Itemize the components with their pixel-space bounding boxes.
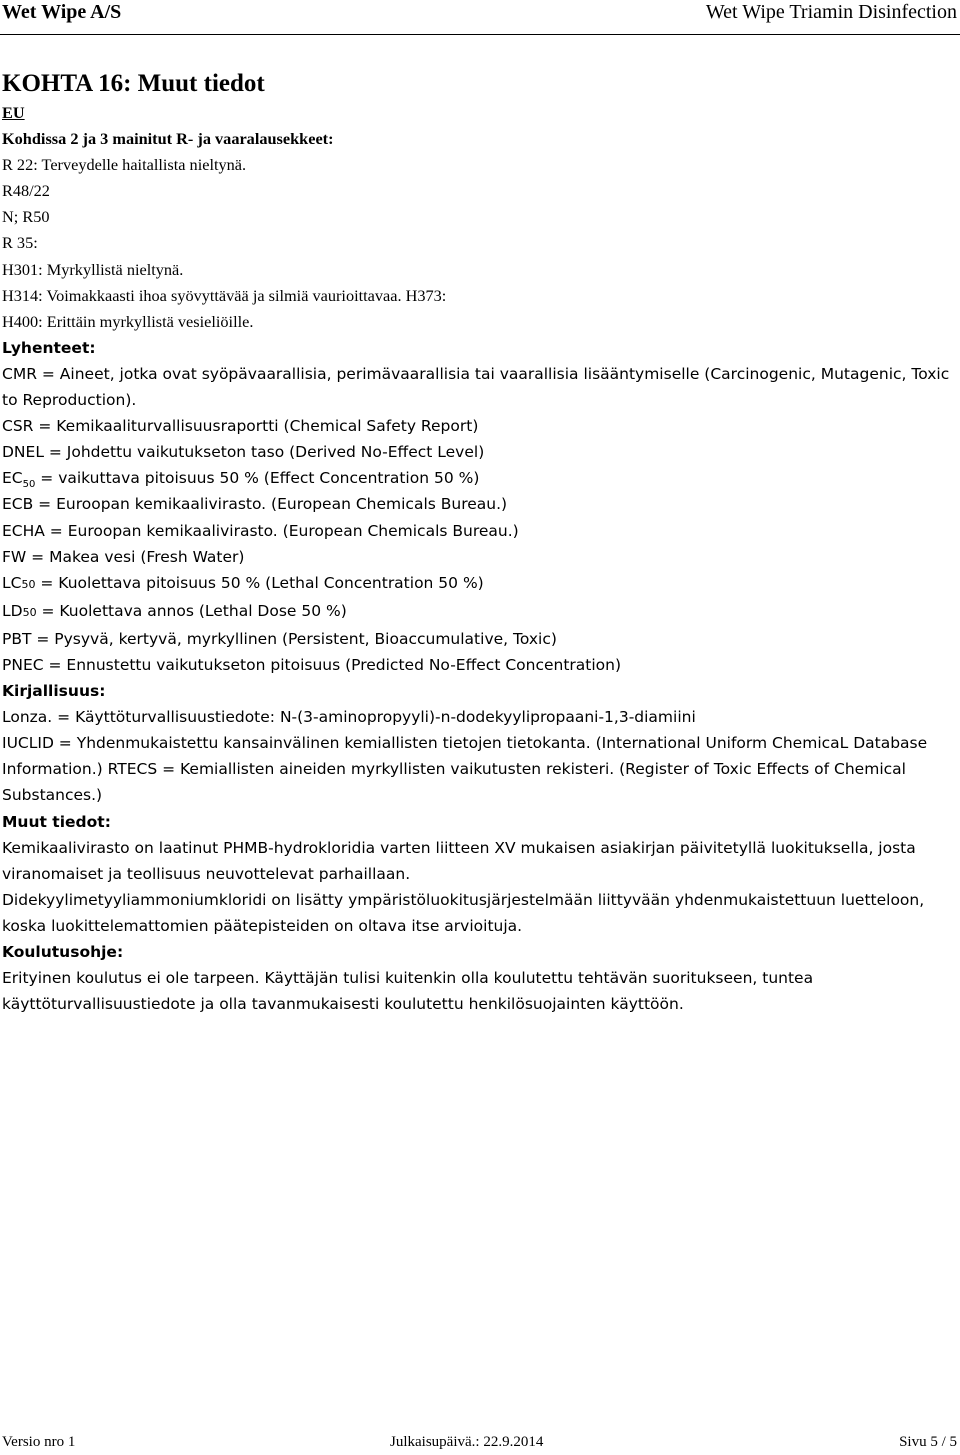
- phrase-item: N; R50: [2, 207, 50, 227]
- abbrev-echa: ECHA = Euroopan kemikaalivirasto. (European Chemicals Bureau.): [2, 521, 519, 540]
- abbrev-dnel: DNEL = Johdettu vaikutukseton taso (Derived No-Effect Level): [2, 443, 485, 462]
- literature-item: Lonza. = Käyttöturvallisuustiedote: N-(3-aminopropyyli)-n-dodekyylipropaani-1,3-diamiini: [2, 708, 696, 727]
- abbrev-ld50: LD50 = Kuolettava annos (Lethal Dose 50 %): [2, 601, 347, 620]
- abbrev-lc50: LC50 = Kuolettava pitoisuus 50 % (Lethal Concentration 50 %): [2, 573, 484, 592]
- page-footer: [0, 1432, 960, 1454]
- phrases-heading: Kohdissa 2 ja 3 mainitut R- ja vaaralausekkeet:: [2, 129, 334, 149]
- product-name: Wet Wipe Triamin Disinfection: [705, 1, 957, 23]
- phrase-item: H301: Myrkyllistä nieltynä.: [2, 259, 184, 279]
- abbrev-ecb: ECB = Euroopan kemikaalivirasto. (European Chemicals Bureau.): [2, 495, 508, 514]
- abbrev-pnec: PNEC = Ennustettu vaikutukseton pitoisuus (Predicted No-Effect Concentration): [2, 655, 622, 674]
- page-number: Sivu 5 / 5: [899, 1434, 957, 1450]
- other-info-heading: Muut tiedot:: [2, 812, 111, 831]
- document-body: [2, 68, 956, 1017]
- section-title: KOHTA 16: Muut tiedot: [2, 70, 265, 97]
- phrase-item: R 22: Terveydelle haitallista nieltynä.: [2, 155, 247, 175]
- other-info-item: Kemikaalivirasto on laatinut PHMB-hydrokloridia varten liitteen XV mukaisen asiakirjan päivitetyllä luokituksella, josta viranomaiset ja teollisuus neuvottelevat parhaillaan.: [2, 838, 916, 883]
- abbrev-csr: CSR = Kemikaaliturvallisuusraportti (Chemical Safety Report): [2, 417, 479, 436]
- company-name: Wet Wipe A/S: [2, 1, 122, 23]
- phrase-item: R48/22: [2, 181, 50, 201]
- literature-heading: Kirjallisuus:: [2, 682, 106, 701]
- abbreviations-heading: Lyhenteet:: [2, 338, 96, 357]
- training-text: Erityinen koulutus ei ole tarpeen. Käyttäjän tulisi kuitenkin olla koulutettu tehtävän suoritukseen, tuntea käyttöturvallisuustiedote ja olla tavanmukaisesti koulutettu henkilösuojainten käyttöön.: [2, 969, 814, 1014]
- phrase-item: H314: Voimakkaasti ihoa syövyttävää ja silmiä vaurioittavaa. H373:: [2, 285, 447, 305]
- phrase-item: H400: Erittäin myrkyllistä vesieliöille.: [2, 311, 254, 331]
- version-number: Versio nro 1: [2, 1434, 76, 1450]
- phrase-item: R 35:: [2, 233, 38, 253]
- abbrev-pbt: PBT = Pysyvä, kertyvä, myrkyllinen (Persistent, Bioaccumulative, Toxic): [2, 629, 557, 648]
- region-label: EU: [2, 103, 25, 122]
- other-info-item: Didekyylimetyyliammoniumkloridi on lisätty ympäristöluokitusjärjestelmään liittyvään yhdenmukaistettuun luetteloon, koska luokittelemattomien päätepisteiden on oltava itse arvioituja.: [2, 890, 925, 935]
- abbrev-cmr: CMR = Aineet, jotka ovat syöpävaarallisia, perimävaarallisia tai vaarallisia lisääntymiselle (Carcinogenic, Mutagenic, Toxic to Reproduction).: [2, 364, 950, 410]
- publish-date: Julkaisupäivä.: 22.9.2014: [390, 1434, 544, 1450]
- page-header: [0, 0, 960, 35]
- abbrev-fw: FW = Makea vesi (Fresh Water): [2, 547, 245, 566]
- training-heading: Koulutusohje:: [2, 943, 124, 961]
- literature-item: IUCLID = Yhdenmukaistettu kansainvälinen kemiallisten tietojen tietokanta. (International Uniform ChemicaL Database Information.) RTECS = Kemiallisten aineiden myrkyllisten vaikutusten rekisteri. (Register of Toxic Effects of Chemical Substances.): [2, 734, 928, 805]
- abbrev-ec50: $EC_{50}$ = vaikuttava pitoisuus 50 % (Effect Concentration 50 %): [2, 469, 480, 491]
